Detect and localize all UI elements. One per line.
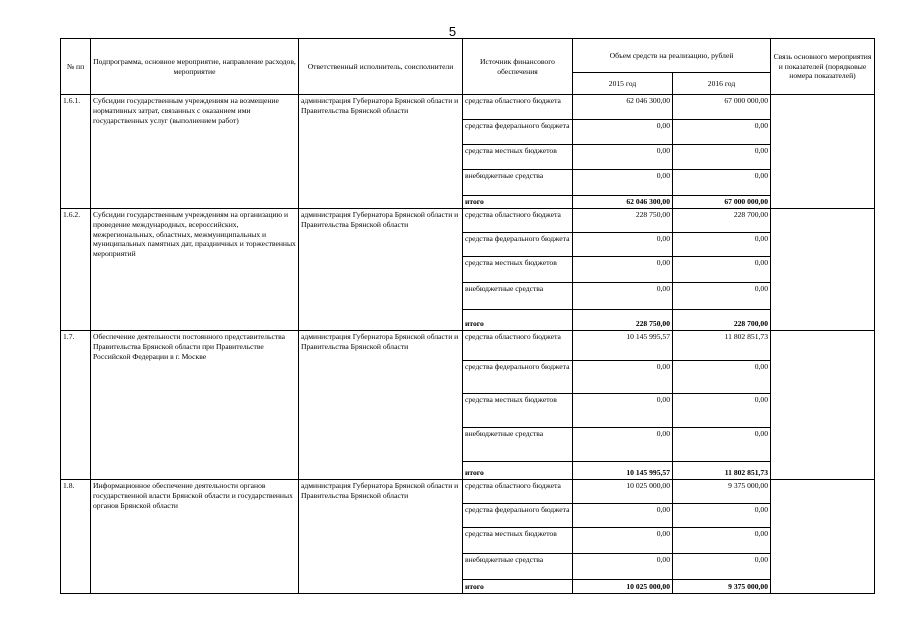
source-cell: внебюджетные средства (463, 282, 573, 309)
value-2016: 0,00 (673, 282, 771, 309)
header-link: Связь основного мероприятия и показателей (порядковые номера показателей) (771, 39, 875, 95)
value-2016: 0,00 (673, 360, 771, 393)
budget-table (60, 38, 875, 594)
row-link (771, 208, 875, 330)
header-year-2015: 2015 год (573, 73, 673, 95)
source-cell: средства местных бюджетов (463, 527, 573, 553)
row-number: 1.6.2. (61, 208, 91, 330)
value-2015: 10 145 995,57 (573, 330, 673, 360)
value-2015: 10 025 000,00 (573, 479, 673, 503)
value-2015: 62 046 300,00 (573, 196, 673, 209)
value-2016: 0,00 (673, 393, 771, 427)
source-cell: итого (463, 309, 573, 330)
row-link (771, 330, 875, 479)
header-volume: Объем средств на реализацию, рублей (573, 39, 771, 73)
source-cell: итого (463, 196, 573, 209)
row-executor: администрация Губернатора Брянской области и Правительства Брянской области (299, 479, 463, 593)
source-cell: средства местных бюджетов (463, 256, 573, 282)
table-row (61, 95, 875, 120)
value-2015: 228 750,00 (573, 208, 673, 232)
header-program: Подпрограмма, основное мероприятие, направление расходов, мероприятие (91, 39, 299, 95)
page-number: 5 (448, 24, 457, 39)
row-program: Субсидии государственным учреждениям на организацию и проведение международных, всероссийских, межрегиональных, областных, межмуниципальных и муниципальных памятных дат, праздничных и торжественных мероприятий (91, 208, 299, 330)
value-2015: 0,00 (573, 145, 673, 170)
header-source: Источник финансового обеспечения (463, 39, 573, 95)
header-num: № пп (61, 39, 91, 95)
source-cell: средства областного бюджета (463, 330, 573, 360)
value-2015: 0,00 (573, 170, 673, 196)
row-program: Информационное обеспечение деятельности органов государственной власти Брянской области и государственных органов Брянской области (91, 479, 299, 593)
source-cell: итого (463, 461, 573, 479)
value-2015: 0,00 (573, 503, 673, 527)
source-cell: внебюджетные средства (463, 427, 573, 461)
value-2016: 11 802 851,73 (673, 330, 771, 360)
source-cell: средства областного бюджета (463, 95, 573, 120)
value-2016: 0,00 (673, 145, 771, 170)
row-link (771, 95, 875, 209)
value-2016: 9 375 000,00 (673, 479, 771, 503)
row-number: 1.8. (61, 479, 91, 593)
value-2016: 9 375 000,00 (673, 579, 771, 593)
value-2016: 11 802 851,73 (673, 461, 771, 479)
value-2016: 0,00 (673, 553, 771, 579)
header-executor: Ответственный исполнитель, соисполнители (299, 39, 463, 95)
value-2016: 0,00 (673, 120, 771, 145)
value-2016: 67 000 000,00 (673, 95, 771, 120)
row-program: Обеспечение деятельности постоянного представительства Правительства Брянской области при Правительстве Российской Федерации в г. Москве (91, 330, 299, 479)
value-2016: 0,00 (673, 170, 771, 196)
value-2015: 10 145 995,57 (573, 461, 673, 479)
value-2015: 0,00 (573, 232, 673, 256)
value-2015: 0,00 (573, 427, 673, 461)
source-cell: средства областного бюджета (463, 208, 573, 232)
table-row (61, 479, 875, 503)
value-2016: 0,00 (673, 503, 771, 527)
value-2015: 228 750,00 (573, 309, 673, 330)
source-cell: средства федерального бюджета (463, 232, 573, 256)
row-number: 1.7. (61, 330, 91, 479)
value-2016: 0,00 (673, 527, 771, 553)
value-2016: 228 700,00 (673, 208, 771, 232)
row-executor: администрация Губернатора Брянской области и Правительства Брянской области (299, 208, 463, 330)
table-row (61, 208, 875, 232)
value-2015: 0,00 (573, 393, 673, 427)
value-2015: 62 046 300,00 (573, 95, 673, 120)
source-cell: средства федерального бюджета (463, 360, 573, 393)
row-executor: администрация Губернатора Брянской области и Правительства Брянской области (299, 95, 463, 209)
value-2016: 0,00 (673, 232, 771, 256)
value-2016: 0,00 (673, 256, 771, 282)
source-cell: средства местных бюджетов (463, 393, 573, 427)
row-link (771, 479, 875, 593)
value-2015: 0,00 (573, 256, 673, 282)
value-2015: 0,00 (573, 282, 673, 309)
source-cell: средства федерального бюджета (463, 503, 573, 527)
value-2016: 0,00 (673, 427, 771, 461)
source-cell: средства федерального бюджета (463, 120, 573, 145)
value-2016: 228 700,00 (673, 309, 771, 330)
source-cell: средства местных бюджетов (463, 145, 573, 170)
value-2016: 67 000 000,00 (673, 196, 771, 209)
value-2015: 10 025 000,00 (573, 579, 673, 593)
value-2015: 0,00 (573, 360, 673, 393)
header-year-2016: 2016 год (673, 73, 771, 95)
row-program: Субсидии государственным учреждениям на возмещение нормативных затрат, связанных с оказанием ими государственных услуг (выполнением работ) (91, 95, 299, 209)
source-cell: средства областного бюджета (463, 479, 573, 503)
value-2015: 0,00 (573, 553, 673, 579)
source-cell: внебюджетные средства (463, 553, 573, 579)
row-number: 1.6.1. (61, 95, 91, 209)
value-2015: 0,00 (573, 527, 673, 553)
row-executor: администрация Губернатора Брянской области и Правительства Брянской области (299, 330, 463, 479)
source-cell: итого (463, 579, 573, 593)
table-row (61, 330, 875, 360)
source-cell: внебюджетные средства (463, 170, 573, 196)
value-2015: 0,00 (573, 120, 673, 145)
